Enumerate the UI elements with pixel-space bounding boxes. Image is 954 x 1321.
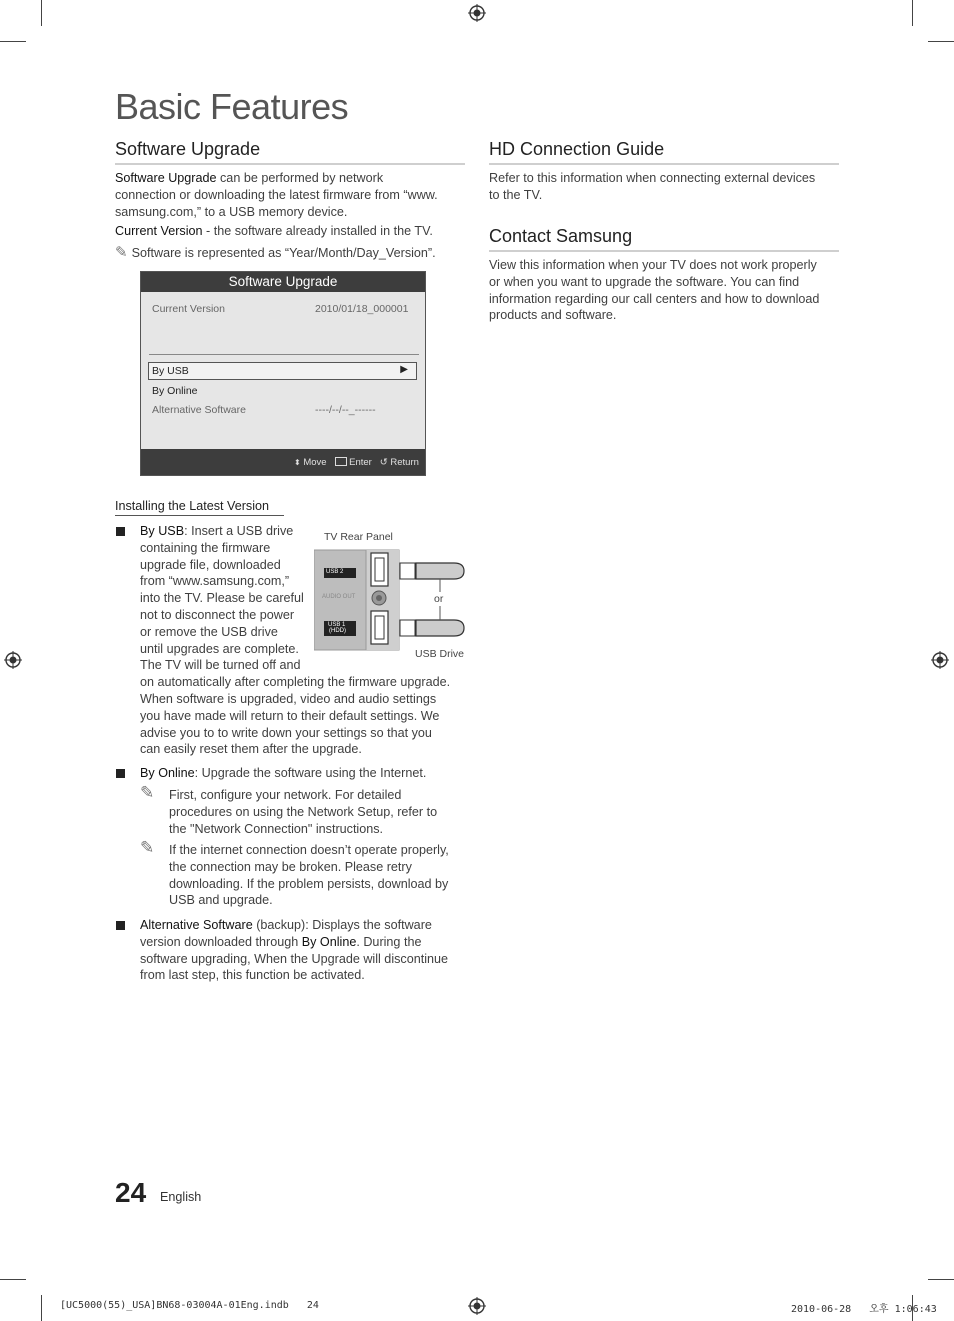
bullet-square (116, 921, 125, 930)
note-line: the "Network Connection" instructions. (169, 821, 384, 836)
print-date-info: 2010-06-28 오후 1:06:43 (791, 1304, 937, 1315)
by-usb-line: on automatically after completing the firmware upgrade. (140, 675, 451, 690)
osd-by-online-item[interactable]: By Online (152, 385, 198, 397)
installing-heading: Installing the Latest Version (115, 499, 284, 516)
hd-guide-text (489, 170, 841, 204)
alt-software-text (140, 917, 470, 984)
by-usb-line: until upgrades are complete. (140, 641, 299, 656)
current-version-text: - the software already installed in the TV. (202, 224, 433, 238)
osd-alt-software-value: ----/--/--_------ (315, 404, 376, 416)
bullet-square (116, 769, 125, 778)
by-usb-line: can easily reset them after the upgrade. (140, 742, 362, 757)
by-usb-line: The TV will be turned off and (140, 658, 301, 673)
alt-by-online-bold: By Online (301, 934, 357, 949)
intro-text: can be performed by network (216, 171, 384, 185)
alt-software-bold: Alternative Software (140, 918, 253, 932)
by-usb-line: upgrade file, downloaded (140, 557, 281, 572)
contact-line: information regarding our call centers and how to download (489, 291, 820, 306)
intro-bold: Software Upgrade (115, 171, 217, 185)
return-icon: ↺ (379, 457, 388, 468)
alt-line: software upgrading, When the Upgrade will discontinue (140, 951, 449, 966)
current-version-desc (115, 223, 467, 240)
registration-mark-icon (931, 651, 949, 669)
crop-mark (928, 1279, 954, 1280)
tv-rear-panel-diagram (314, 548, 470, 652)
section-heading-software-upgrade: Software Upgrade (115, 139, 465, 165)
osd-current-version-value: 2010/01/18_000001 (315, 303, 409, 315)
by-usb-line: from “www.samsung.com,” (140, 574, 290, 589)
pencil-note-icon: ✎ (115, 244, 128, 261)
crop-mark (928, 41, 954, 42)
note-line: procedures on using the Network Setup, refer to (169, 804, 438, 819)
by-online-rest: : Upgrade the software using the Internet. (194, 766, 427, 780)
by-usb-line: containing the firmware (140, 540, 271, 555)
tv-rear-panel-label: TV Rear Panel (324, 531, 393, 543)
osd-divider (149, 354, 419, 355)
osd-by-usb-label: By USB (152, 365, 189, 377)
by-usb-line: When software is upgraded, video and audio settings (140, 691, 437, 706)
current-version-bold: Current Version (115, 224, 203, 238)
page-language: English (160, 1190, 202, 1204)
by-online-bold: By Online (140, 766, 195, 780)
osd-current-version-label: Current Version (152, 303, 225, 315)
online-note-2 (169, 842, 469, 909)
alt-line: version downloaded through (140, 934, 302, 949)
or-label: or (434, 593, 444, 605)
footer-return: Return (390, 457, 419, 468)
intro-text: samsung.com,” to a USB memory device. (115, 204, 348, 219)
crop-mark (0, 1279, 26, 1280)
by-usb-line: into the TV. Please be careful (140, 591, 304, 606)
play-arrow-icon: ▶ (400, 364, 408, 375)
footer-move: Move (303, 457, 327, 468)
osd-footer-hints (294, 457, 419, 468)
note-line: If the internet connection doesn’t operate properly, (169, 843, 449, 857)
contact-line: products and software. (489, 308, 617, 323)
print-file-info: [UC5000(55)_USA]BN68-03004A-01Eng.indb 24 (60, 1300, 319, 1311)
section-heading-contact-samsung: Contact Samsung (489, 226, 839, 252)
page-title: Basic Features (115, 86, 349, 127)
by-usb-line: : Insert a USB drive (184, 524, 294, 538)
osd-alt-software-label[interactable]: Alternative Software (152, 404, 246, 416)
registration-mark-icon (4, 651, 22, 669)
by-usb-line: you have made will return to their default settings. We (140, 708, 440, 723)
alt-line: from last step, this function be activated. (140, 968, 365, 983)
registration-mark-icon (468, 1297, 486, 1315)
usb-drive-label: USB Drive (415, 648, 465, 660)
usb1-port-label: USB 1 (328, 622, 346, 628)
by-usb-line: advise you to to write down your settings so that you (140, 725, 432, 740)
page-number: 24 (115, 1177, 147, 1208)
note-line: USB and upgrade. (169, 893, 273, 908)
pencil-note-icon: ✎ (140, 783, 155, 802)
contact-line: or when you want to upgrade the software. You can find (489, 274, 800, 289)
pencil-note-icon: ✎ (140, 838, 155, 857)
hd-guide-line: to the TV. (489, 187, 543, 202)
intro-text: connection or downloading the latest firmware from “www. (115, 187, 438, 202)
bullet-square (116, 527, 125, 536)
note-line: downloading. If the problem persists, download by (169, 876, 449, 891)
osd-title: Software Upgrade (141, 272, 425, 292)
by-usb-line: not to disconnect the power (140, 607, 295, 622)
version-format-note (115, 245, 467, 262)
note-text: Software is represented as “Year/Month/Day_Version”. (131, 246, 436, 260)
software-upgrade-intro (115, 170, 467, 220)
crop-mark (41, 1295, 42, 1321)
alt-line: . During the (356, 934, 422, 949)
enter-icon (335, 457, 347, 466)
contact-line: View this information when your TV does not work properly (489, 258, 817, 272)
move-arrows-icon: ⬍ (294, 458, 301, 467)
note-line: First, configure your network. For detailed (169, 788, 402, 802)
online-note-1 (169, 787, 469, 837)
contact-samsung-text (489, 257, 841, 324)
hd-guide-line: Refer to this information when connecting external devices (489, 171, 816, 185)
hdd-label: (HDD) (329, 628, 346, 634)
osd-by-usb-item[interactable] (148, 362, 417, 380)
crop-mark (0, 41, 26, 42)
crop-mark (912, 0, 913, 26)
alt-line: (backup): Displays the software (252, 918, 432, 932)
section-heading-hd-connection-guide: HD Connection Guide (489, 139, 839, 165)
note-line: the connection may be broken. Please retry (169, 859, 412, 874)
by-usb-bold: By USB (140, 524, 185, 538)
by-usb-line: or remove the USB drive (140, 624, 278, 639)
audio-out-label: AUDIO OUT (322, 594, 356, 600)
crop-mark (41, 0, 42, 26)
by-online-text (140, 765, 470, 782)
footer-enter: Enter (349, 457, 372, 468)
usb2-port-label: USB 2 (326, 569, 344, 575)
registration-mark-icon (468, 4, 486, 22)
